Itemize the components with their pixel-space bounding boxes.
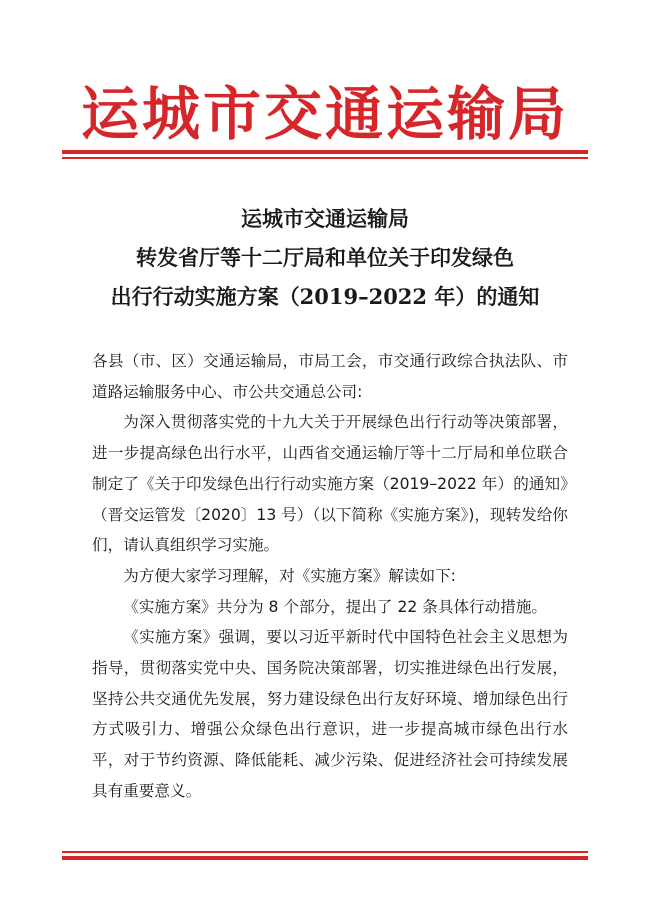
document-body xyxy=(92,346,568,807)
body-paragraph-1: 为深入贯彻落实党的十九大关于开展绿色出行行动等决策部署，进一步提高绿色出行水平，山西省交通运输厅等十二厅局和单位联合制定了《关于印发绿色出行行动实施方案（2019–2022 年）的通知》（晋交运管发〔2020〕13 号）（以下简称《实施方案》)，现转发给你们，请认真组织学习实施。 xyxy=(92,413,568,555)
body-paragraph-2: 为方便大家学习理解，对《实施方案》解读如下: xyxy=(123,566,456,585)
title-line-2: 转发省厅等十二厅局和单位关于印发绿色 xyxy=(136,245,514,270)
divider-thin-line xyxy=(62,157,588,159)
masthead-title: 运城市交通运输局 xyxy=(80,80,569,148)
document-title xyxy=(0,199,650,316)
footer-divider xyxy=(62,851,588,860)
divider-thick-line xyxy=(62,150,588,154)
body-paragraph-3: 《实施方案》共分为 8 个部分，提出了 22 条具体行动措施。 xyxy=(123,597,548,616)
masthead-divider xyxy=(62,150,588,159)
title-line-3: 出行行动实施方案（2019–2022 年）的通知 xyxy=(110,284,540,309)
body-paragraph-4: 《实施方案》强调，要以习近平新时代中国特色社会主义思想为指导，贯彻落实党中央、国务院决策部署，切实推进绿色出行发展，坚持公共交通优先发展，努力建设绿色出行友好环境、增加绿色出行方式吸引力、增强公众绿色出行意识，进一步提高城市绿色出行水平，对于节约资源、降低能耗、减少污染、促进经济社会可持续发展具有重要意义。 xyxy=(92,628,568,800)
footer-thick-line xyxy=(62,856,588,860)
recipients-paragraph: 各县（市、区）交通运输局，市局工会，市交通行政综合执法队、市道路运输服务中心、市公共交通总公司: xyxy=(92,352,568,401)
footer-thin-line xyxy=(62,851,588,853)
title-line-1: 运城市交通运输局 xyxy=(241,206,409,231)
